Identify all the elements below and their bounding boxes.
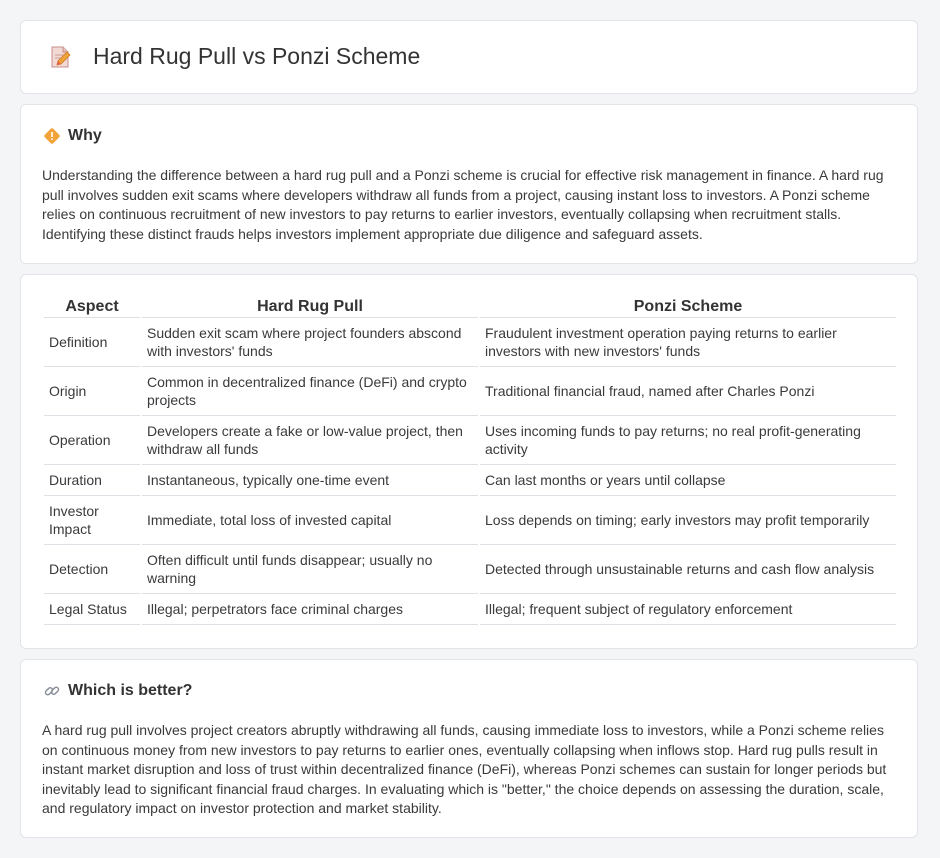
table-row: [44, 544, 896, 593]
diamond-warning-icon: [43, 127, 61, 145]
cell-ponzi: Illegal; frequent subject of regulatory enforcement: [480, 593, 896, 625]
why-heading: [43, 127, 102, 145]
table-row: [44, 593, 896, 625]
header-aspect: Aspect: [65, 298, 119, 315]
cell-aspect: Duration: [44, 464, 140, 495]
header-hard-rug-pull: Hard Rug Pull: [257, 298, 363, 315]
why-section: [20, 104, 918, 264]
table-row: [44, 415, 896, 464]
cell-ponzi: Traditional financial fraud, named after Charles Ponzi: [480, 366, 896, 415]
header-card: [20, 20, 918, 94]
table-row: [44, 495, 896, 544]
table-row: [44, 366, 896, 415]
table-header-row: [44, 295, 896, 317]
better-text: A hard rug pull involves project creators abruptly withdrawing all funds, causing immediate loss to investors, while a Ponzi scheme relies on continuous money from new investors to pay returns to earlier ones, eventually collapsing when inflows stop. Hard rug pulls result in instant market disruption and loss of trust within decentralized finance (DeFi), whereas Ponzi schemes can sustain for longer periods but inevitably lead to significant financial fraud charges. In evaluating which is "better," the choice depends on assessing the duration, scale, and regulatory impact on investor protection and market stability.: [42, 722, 887, 816]
cell-aspect: Operation: [44, 415, 140, 464]
cell-ponzi: Uses incoming funds to pay returns; no real profit-generating activity: [480, 415, 896, 464]
cell-ponzi: Loss depends on timing; early investors may profit temporarily: [480, 495, 896, 544]
cell-ponzi: Can last months or years until collapse: [480, 464, 896, 495]
cell-aspect: Origin: [44, 366, 140, 415]
cell-rug-pull: Common in decentralized finance (DeFi) and crypto projects: [142, 366, 478, 415]
table-row: [44, 317, 896, 366]
table-row: [44, 464, 896, 495]
cell-rug-pull: Often difficult until funds disappear; usually no warning: [142, 544, 478, 593]
page-title: Hard Rug Pull vs Ponzi Scheme: [93, 43, 421, 69]
comparison-table: [42, 295, 898, 625]
cell-rug-pull: Instantaneous, typically one-time event: [142, 464, 478, 495]
header-ponzi-scheme: Ponzi Scheme: [633, 298, 743, 315]
better-title: Which is better?: [68, 682, 193, 699]
cell-aspect: Definition: [44, 317, 140, 366]
link-icon: [43, 682, 61, 700]
better-heading: [43, 682, 192, 700]
cell-aspect: Legal Status: [44, 593, 140, 625]
cell-aspect: Detection: [44, 544, 140, 593]
why-title: Why: [68, 127, 102, 144]
cell-rug-pull: Developers create a fake or low-value project, then withdraw all funds: [142, 415, 478, 464]
why-text: Understanding the difference between a hard rug pull and a Ponzi scheme is crucial for effective risk management in finance. A hard rug pull involves sudden exit scams where developers withdraw all funds from a project, causing instant loss to investors. A Ponzi scheme relies on continuous recruitment of new investors to pay returns to earlier investors, eventually collapsing when recruitment stalls. Identifying these distinct frauds helps investors implement appropriate due diligence and safeguard assets.: [42, 167, 884, 242]
cell-ponzi: Detected through unsustainable returns and cash flow analysis: [480, 544, 896, 593]
cell-ponzi: Fraudulent investment operation paying returns to earlier investors with new investors' funds: [480, 317, 896, 366]
which-is-better-section: [20, 659, 918, 838]
document-pencil-icon: [47, 44, 73, 70]
cell-rug-pull: Sudden exit scam where project founders abscond with investors' funds: [142, 317, 478, 366]
cell-rug-pull: Immediate, total loss of invested capital: [142, 495, 478, 544]
cell-rug-pull: Illegal; perpetrators face criminal charges: [142, 593, 478, 625]
header: [47, 43, 420, 70]
cell-aspect: Investor Impact: [44, 495, 140, 544]
comparison-section: [20, 274, 918, 649]
